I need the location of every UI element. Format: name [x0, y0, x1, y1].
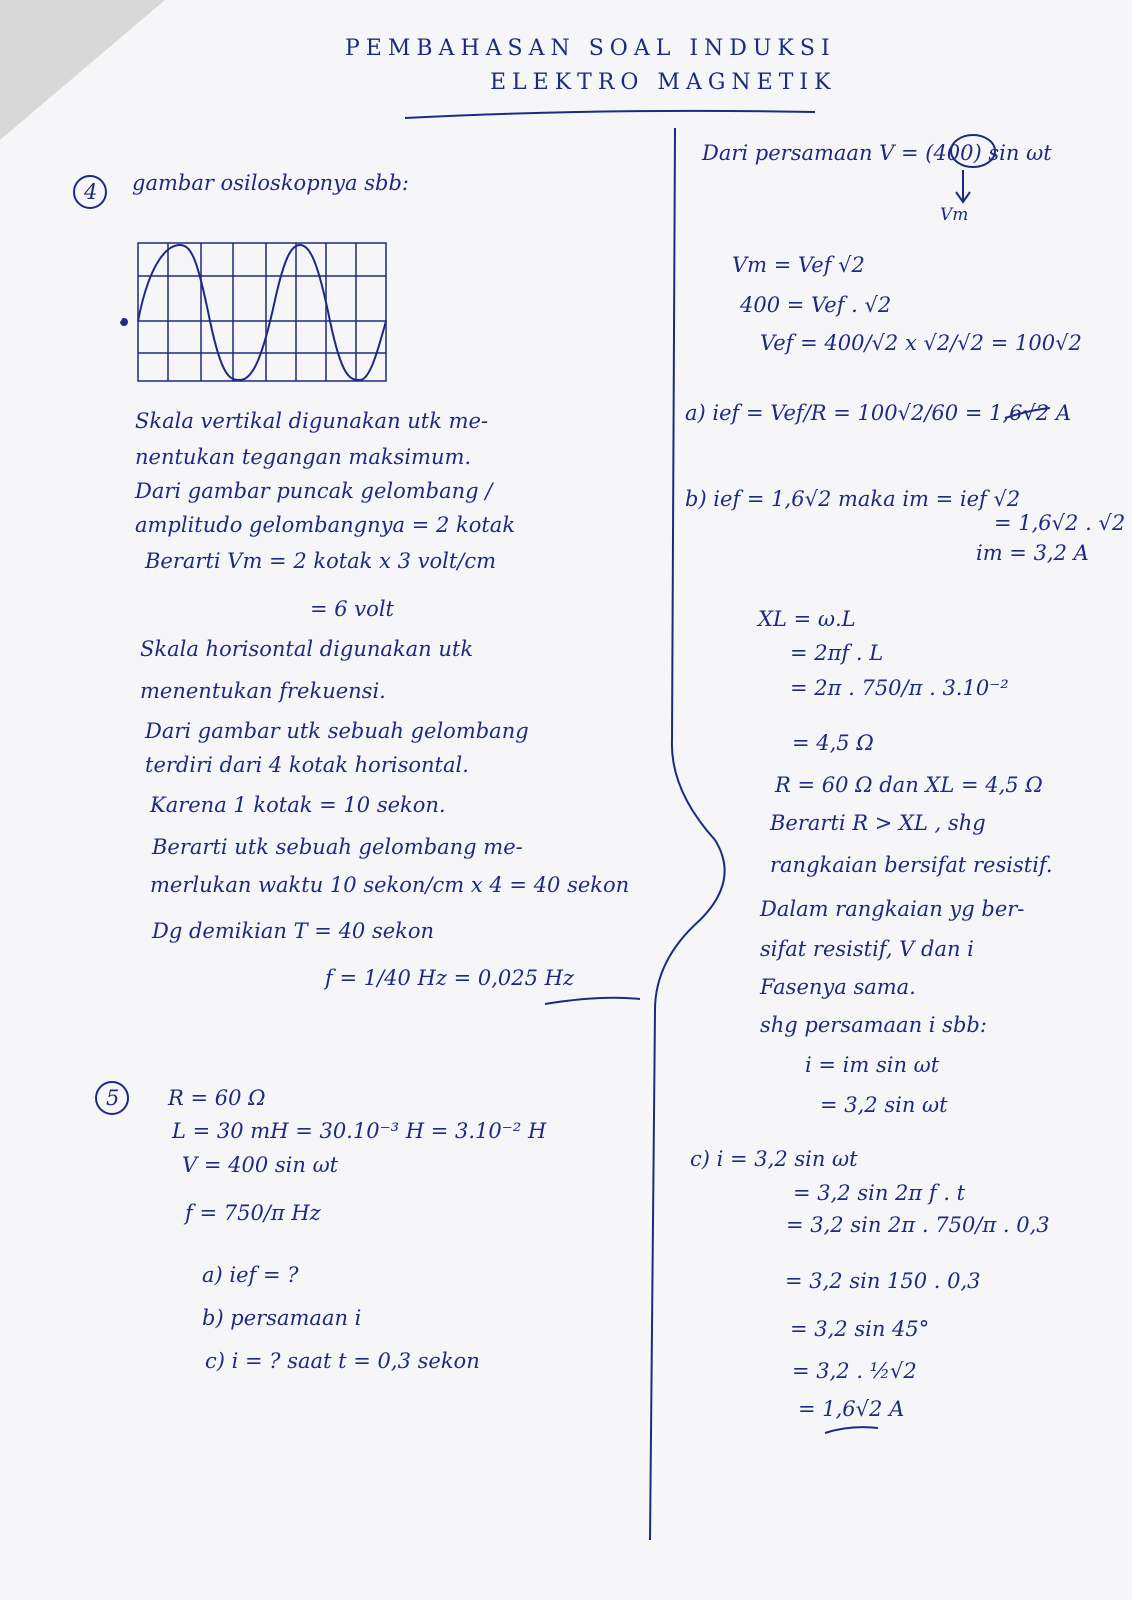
q4-line: terdiri dari 4 kotak horisontal. — [145, 753, 469, 777]
q5-asked: b) persamaan i — [202, 1306, 362, 1330]
right-line: a) ief = Vef/R = 100√2/60 = 1,6√2 A — [685, 401, 1072, 425]
right-line: = 1,6√2 A — [798, 1397, 905, 1421]
q4-line: Dari gambar utk sebuah gelombang — [145, 719, 529, 743]
q4-line: Skala horisontal digunakan utk — [140, 637, 474, 661]
right-line: Dari persamaan V = (400) sin ωt — [702, 141, 1052, 165]
right-line: R = 60 Ω dan XL = 4,5 Ω — [775, 773, 1043, 797]
q4-line: amplitudo gelombangnya = 2 kotak — [135, 513, 516, 537]
right-line: = 3,2 sin 150 . 0,3 — [785, 1269, 981, 1293]
right-line: im = 3,2 A — [976, 541, 1089, 565]
q5-number: 5 — [106, 1086, 120, 1110]
column-divider — [650, 128, 725, 1540]
q4-line: Dg demikian T = 40 sekon — [152, 919, 435, 943]
oscilloscope-grid — [138, 243, 386, 381]
right-line: Berarti R > XL , shg — [770, 811, 986, 835]
q4-line: Dari gambar puncak gelombang / — [135, 479, 493, 503]
q4-intro: gambar osiloskopnya sbb: — [132, 171, 409, 195]
right-line: sifat resistif, V dan i — [760, 937, 974, 961]
q4-line: nentukan tegangan maksimum. — [135, 445, 472, 469]
q4-number: 4 — [84, 180, 98, 204]
title-underline — [405, 111, 815, 118]
q4-line: f = 1/40 Hz = 0,025 Hz — [325, 966, 575, 990]
right-line: = 4,5 Ω — [792, 731, 874, 755]
q5-asked: c) i = ? saat t = 0,3 sekon — [205, 1349, 480, 1373]
answer-underline-f — [545, 998, 640, 1004]
answer-underline-c — [825, 1427, 878, 1433]
right-line: 400 = Vef . √2 — [740, 293, 892, 317]
right-line: = 2πf . L — [790, 641, 884, 665]
q4-line: Karena 1 kotak = 10 sekon. — [150, 793, 446, 817]
title-line-2: ELEKTRO MAGNETIK — [490, 70, 837, 95]
right-line: i = im sin ωt — [805, 1053, 940, 1077]
q5-asked: a) ief = ? — [202, 1263, 299, 1287]
right-line: shg persamaan i sbb: — [760, 1013, 987, 1037]
right-line: Fasenya sama. — [760, 975, 916, 999]
right-line: c) i = 3,2 sin ωt — [690, 1147, 858, 1171]
q5-given: R = 60 Ω — [168, 1086, 266, 1110]
q5-given: V = 400 sin ωt — [182, 1153, 339, 1177]
q4-line: menentukan frekuensi. — [140, 679, 386, 703]
q4-line: merlukan waktu 10 sekon/cm x 4 = 40 sekon — [150, 873, 630, 897]
right-line: = 1,6√2 . √2 — [994, 511, 1126, 535]
right-line: b) ief = 1,6√2 maka im = ief √2 — [685, 487, 1021, 511]
sine-wave — [138, 245, 386, 380]
q5-given: f = 750/π Hz — [185, 1201, 321, 1225]
right-line: = 2π . 750/π . 3.10⁻² — [790, 676, 1009, 700]
q5-given: L = 30 mH = 30.10⁻³ H = 3.10⁻² H — [172, 1119, 547, 1143]
q4-line: = 6 volt — [310, 597, 394, 621]
origin-label: 0 — [116, 312, 123, 325]
right-line: Vm — [940, 205, 969, 225]
q4-line: Berarti utk sebuah gelombang me- — [152, 835, 523, 859]
right-line: = 3,2 sin ωt — [820, 1093, 948, 1117]
right-line: = 3,2 . ½√2 — [792, 1359, 917, 1383]
right-line: XL = ω.L — [758, 607, 856, 631]
title-line-1: PEMBAHASAN SOAL INDUKSI — [345, 36, 836, 61]
right-line: rangkaian bersifat resistif. — [770, 853, 1053, 877]
right-line: = 3,2 sin 45° — [790, 1317, 930, 1341]
right-line: = 3,2 sin 2π . 750/π . 0,3 — [786, 1213, 1050, 1237]
q4-line: Skala vertikal digunakan utk me- — [135, 409, 489, 433]
right-line: = 3,2 sin 2π f . t — [793, 1181, 966, 1205]
right-line: Dalam rangkaian yg ber- — [760, 897, 1025, 921]
right-line: Vm = Vef √2 — [732, 253, 865, 277]
right-line: Vef = 400/√2 x √2/√2 = 100√2 — [760, 331, 1082, 355]
q4-line: Berarti Vm = 2 kotak x 3 volt/cm — [145, 549, 497, 573]
